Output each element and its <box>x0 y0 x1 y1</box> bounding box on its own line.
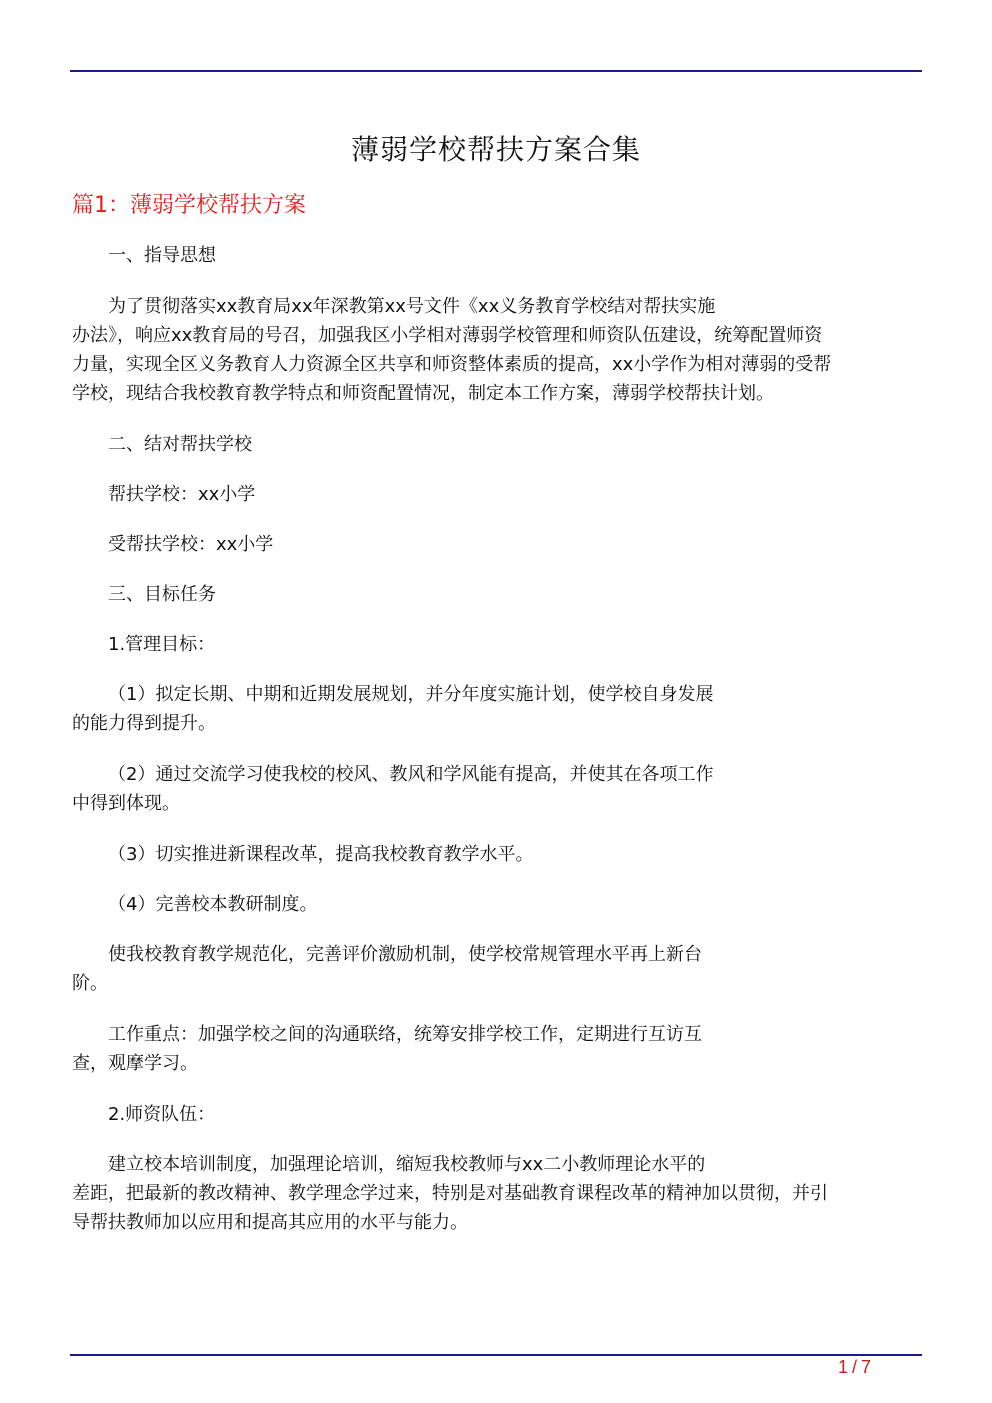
paragraph-line: 阶。 <box>72 973 108 994</box>
paragraph-line: （3）切实推进新课程改革，提高我校教育教学水平。 <box>108 844 534 865</box>
paragraph-line: 办法》，响应xx教育局的号召，加强我区小学相对薄弱学校管理和师资队伍建设，统筹配置师资 <box>72 325 823 346</box>
paragraph-line: 1.管理目标： <box>108 634 216 655</box>
total-pages: 7 <box>861 1357 872 1377</box>
header-rule <box>70 70 922 72</box>
paragraph-goals-heading: 三、目标任务 <box>108 584 216 605</box>
paragraph-line: 使我校教育教学规范化，完善评价激励机制，使学校常规管理水平再上新台 <box>108 944 702 965</box>
paragraph-line: （2）通过交流学习使我校的校风、教风和学风能有提高，并使其在各项工作 <box>108 764 714 785</box>
paragraph-line: 帮扶学校：xx小学 <box>108 484 256 505</box>
paragraph-line: 查，观摩学习。 <box>72 1053 198 1074</box>
paragraph-line: 学校，现结合我校教育教学特点和师资配置情况，制定本工作方案，薄弱学校帮扶计划。 <box>72 383 774 404</box>
paragraph-teachers-heading: 2.师资队伍： <box>108 1104 216 1125</box>
current-page: 1 <box>838 1357 849 1377</box>
paragraph-line: 为了贯彻落实xx教育局xx年深教第xx号文件《xx义务教育学校结对帮扶实施 <box>108 296 716 317</box>
paragraph-line: （1）拟定长期、中期和近期发展规划，并分年度实施计划，使学校自身发展 <box>108 684 714 705</box>
paragraph-line: 力量，实现全区义务教育人力资源全区共享和师资整体素质的提高，xx小学作为相对薄弱的受帮 <box>72 354 832 375</box>
paragraph-guiding-heading: 一、指导思想 <box>108 245 216 266</box>
footer-rule <box>70 1354 922 1356</box>
paragraph-line: 导帮扶教师加以应用和提高其应用的水平与能力。 <box>72 1212 468 1233</box>
paragraph-line: 差距，把最新的教改精神、教学理念学过来，特别是对基础教育课程改革的精神加以贯彻，并引 <box>72 1183 828 1204</box>
paragraph-line: 中得到体现。 <box>72 793 180 814</box>
paragraph-line: 建立校本培训制度，加强理论培训，缩短我校教师与xx二小教师理论水平的 <box>108 1154 706 1175</box>
paragraph-line: 工作重点：加强学校之间的沟通联络，统筹安排学校工作，定期进行互访互 <box>108 1024 702 1045</box>
paragraph-line: （4）完善校本教研制度。 <box>108 894 318 915</box>
page-number <box>838 1357 871 1378</box>
section-heading: 篇1：薄弱学校帮扶方案 <box>72 193 306 218</box>
paragraph-pairing-heading: 二、结对帮扶学校 <box>108 434 252 455</box>
paragraph-line: 受帮扶学校：xx小学 <box>108 534 274 555</box>
page-separator: / <box>852 1357 858 1377</box>
paragraph-line: 的能力得到提升。 <box>72 713 216 734</box>
document-title: 薄弱学校帮扶方案合集 <box>350 133 641 166</box>
